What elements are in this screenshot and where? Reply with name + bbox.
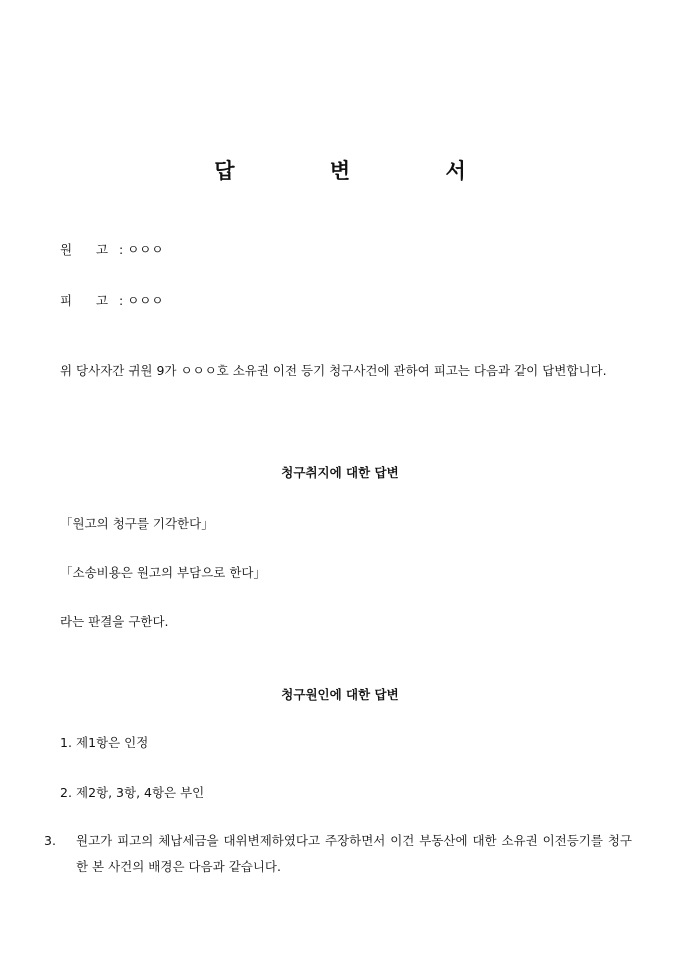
- section2-heading: 청구원인에 대한 답변: [281, 687, 399, 702]
- list-item-text: 원고가 피고의 체납세금을 대위변제하였다고 주장하면서 이건 부동산에 대한 소유권 이전등기를 청구한 본 사건의 배경은 다음과 같습니다.: [76, 833, 632, 874]
- list-item-number: 2.: [60, 785, 72, 800]
- section1-heading: 청구취지에 대한 답변: [281, 465, 399, 480]
- list-item-number: 3.: [44, 833, 56, 848]
- section1-line3: 라는 판결을 구한다.: [60, 614, 169, 629]
- defendant-separator: :: [118, 293, 124, 308]
- list-item-3: [44, 828, 632, 880]
- list-item-2: [60, 780, 632, 806]
- document-title: 답 변 서: [214, 158, 510, 183]
- plaintiff-separator: :: [118, 242, 124, 257]
- list-item-text: 제1항은 인정: [76, 735, 149, 750]
- plaintiff-role: 원 고: [60, 242, 119, 257]
- section1-line2: 「소송비용은 원고의 부담으로 한다」: [60, 565, 266, 580]
- list-item-1: [60, 730, 632, 756]
- plaintiff-line: [60, 240, 163, 258]
- section1-line1: 「원고의 청구를 기각한다」: [60, 516, 214, 531]
- list-item-number: 1.: [60, 735, 72, 750]
- intro-paragraph: 위 당사자간 귀원 9가 ㅇㅇㅇ호 소유권 이전 등기 청구사건에 관하여 피고는 다음과 같이 답변합니다.: [60, 363, 607, 378]
- plaintiff-name: ㅇㅇㅇ: [127, 242, 164, 257]
- defendant-line: [60, 291, 163, 309]
- defendant-role: 피 고: [60, 293, 119, 308]
- list-item-text: 제2항, 3항, 4항은 부인: [76, 785, 205, 800]
- defendant-name: ㅇㅇㅇ: [127, 293, 164, 308]
